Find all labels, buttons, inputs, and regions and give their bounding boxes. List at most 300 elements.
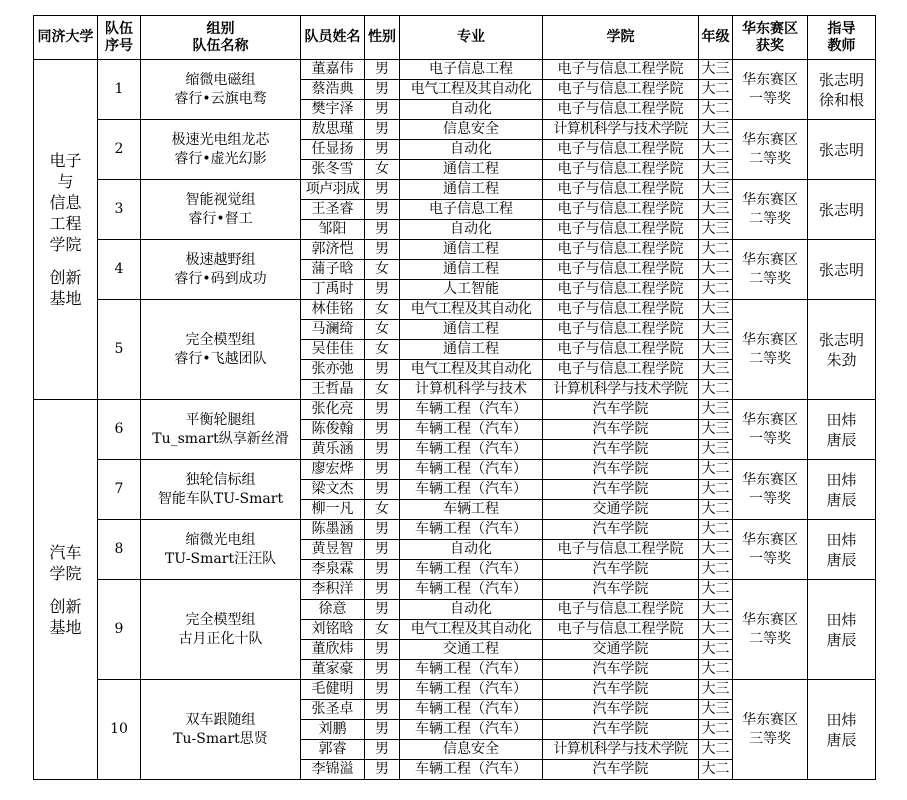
coach-name: 田炜 (826, 470, 857, 489)
college-cell: 电子与信息工程学院 (543, 360, 699, 380)
base-line: 与 (57, 172, 74, 191)
base-line: 电子 (49, 151, 82, 170)
gender-cell: 女 (365, 500, 400, 520)
coach-name: 朱劲 (826, 350, 857, 369)
team-seq-cell: 1 (98, 60, 141, 120)
team-name-cell (141, 400, 301, 460)
member-name-cell: 吴佳佳 (301, 340, 365, 360)
major-cell: 自动化 (400, 220, 543, 240)
header-gender: 性别 (365, 16, 400, 60)
table-row (34, 400, 876, 420)
grade-cell: 大三 (699, 440, 733, 460)
member-name-cell: 丁禹时 (301, 280, 365, 300)
award-line: 华东赛区 (742, 611, 798, 628)
member-name-cell: 王圣睿 (301, 200, 365, 220)
major-cell: 电气工程及其自动化 (400, 300, 543, 320)
college-cell: 汽车学院 (543, 560, 699, 580)
team-name-cell (141, 520, 301, 580)
grade-cell: 大二 (699, 480, 733, 500)
gender-cell: 男 (365, 480, 400, 500)
team-name: 睿行•码到成功 (174, 270, 267, 287)
coach-name: 张志明 (818, 70, 864, 89)
gender-cell: 男 (365, 400, 400, 420)
base-line: 汽车 (49, 542, 82, 562)
team-seq-cell: 8 (98, 520, 141, 580)
coach-cell (808, 300, 876, 400)
grade-cell: 大二 (699, 80, 733, 100)
coach-cell (808, 180, 876, 240)
grade-cell: 大二 (699, 460, 733, 480)
member-name-cell: 廖宏烨 (301, 460, 365, 480)
header-team-seq: 队伍 序号 (98, 16, 141, 60)
college-cell: 汽车学院 (543, 460, 699, 480)
base-line: 信息 (49, 193, 82, 212)
major-cell: 车辆工程（汽车） (400, 760, 543, 780)
major-cell: 车辆工程（汽车） (400, 420, 543, 440)
grade-cell: 大二 (699, 620, 733, 640)
header-award: 华东赛区 获奖 (733, 16, 808, 60)
award-cell (733, 400, 808, 460)
grade-cell: 大三 (699, 400, 733, 420)
team-group: 缩微光电组 (185, 531, 256, 548)
grade-cell: 大三 (699, 320, 733, 340)
grade-cell: 大三 (699, 420, 733, 440)
team-name: 智能车队TU-Smart (157, 490, 284, 507)
grade-cell: 大三 (699, 120, 733, 140)
award-line: 华东赛区 (742, 71, 798, 88)
team-name-cell (141, 120, 301, 180)
header-university: 同济大学 (34, 16, 98, 60)
member-name-cell: 刘鹏 (301, 720, 365, 740)
coach-name: 张志明 (818, 140, 864, 159)
team-name-cell (141, 60, 301, 120)
major-cell: 车辆工程（汽车） (400, 700, 543, 720)
grade-cell: 大二 (699, 760, 733, 780)
college-cell: 计算机科学与技术学院 (543, 380, 699, 400)
header-grade: 年级 (699, 16, 733, 60)
gender-cell: 女 (365, 340, 400, 360)
gender-cell: 男 (365, 100, 400, 120)
member-name-cell: 郭济恺 (301, 240, 365, 260)
coach-name: 唐辰 (826, 430, 857, 449)
coach-name: 唐辰 (826, 630, 857, 649)
member-name-cell: 项卢羽成 (301, 180, 365, 200)
table-row (34, 60, 876, 80)
team-group: 智能视觉组 (185, 191, 256, 208)
grade-cell: 大二 (699, 520, 733, 540)
member-name-cell: 李泉霖 (301, 560, 365, 580)
major-cell: 交通工程 (400, 640, 543, 660)
member-name-cell: 刘铭晗 (301, 620, 365, 640)
grade-cell: 大二 (699, 720, 733, 740)
college-cell: 汽车学院 (543, 680, 699, 700)
award-cell (733, 460, 808, 520)
award-table (33, 15, 876, 780)
team-name-cell (141, 300, 301, 400)
college-cell: 电子与信息工程学院 (543, 80, 699, 100)
table-row (34, 300, 876, 320)
gender-cell: 男 (365, 700, 400, 720)
member-name-cell: 张圣卓 (301, 700, 365, 720)
major-cell: 通信工程 (400, 320, 543, 340)
college-cell: 交通学院 (543, 500, 699, 520)
member-name-cell: 王哲晶 (301, 380, 365, 400)
gender-cell: 男 (365, 740, 400, 760)
base-line: 工程 (49, 214, 82, 233)
award-line: 二等奖 (749, 150, 791, 167)
base-cell (34, 400, 98, 780)
gender-cell: 女 (365, 320, 400, 340)
coach-cell (808, 460, 876, 520)
college-cell: 汽车学院 (543, 420, 699, 440)
major-cell: 车辆工程（汽车） (400, 580, 543, 600)
coach-name: 徐和根 (818, 90, 864, 109)
gender-cell: 男 (365, 660, 400, 680)
team-seq-cell: 4 (98, 240, 141, 300)
college-cell: 汽车学院 (543, 660, 699, 680)
award-line: 华东赛区 (742, 191, 798, 208)
grade-cell: 大二 (699, 280, 733, 300)
college-cell: 电子与信息工程学院 (543, 180, 699, 200)
team-name: 睿行•虚光幻影 (174, 150, 267, 167)
major-cell: 车辆工程 (400, 500, 543, 520)
award-line: 一等奖 (749, 550, 791, 567)
award-line: 华东赛区 (742, 531, 798, 548)
table-body (34, 60, 876, 780)
college-cell: 电子与信息工程学院 (543, 140, 699, 160)
coach-name: 田炜 (826, 610, 857, 629)
award-cell (733, 580, 808, 680)
gender-cell: 男 (365, 240, 400, 260)
major-cell: 通信工程 (400, 180, 543, 200)
member-name-cell: 董欣炜 (301, 640, 365, 660)
header-member-name: 队员姓名 (301, 16, 365, 60)
major-cell: 通信工程 (400, 240, 543, 260)
member-name-cell: 李锦溢 (301, 760, 365, 780)
grade-cell: 大二 (699, 140, 733, 160)
coach-cell (808, 520, 876, 580)
team-name: 睿行•飞越团队 (174, 350, 267, 367)
college-cell: 汽车学院 (543, 480, 699, 500)
team-name: TU-Smart汪汪队 (164, 550, 277, 567)
grade-cell: 大二 (699, 660, 733, 680)
team-seq-cell: 10 (98, 680, 141, 780)
base-line: 学院 (49, 563, 82, 583)
award-cell (733, 300, 808, 400)
gender-cell: 男 (365, 440, 400, 460)
college-cell: 汽车学院 (543, 440, 699, 460)
base-line (34, 255, 97, 267)
member-name-cell: 邹阳 (301, 220, 365, 240)
award-line: 华东赛区 (742, 131, 798, 148)
grade-cell: 大三 (699, 700, 733, 720)
member-name-cell: 董家豪 (301, 660, 365, 680)
team-name-cell (141, 240, 301, 300)
table-row (34, 180, 876, 200)
college-cell: 电子与信息工程学院 (543, 260, 699, 280)
gender-cell: 男 (365, 600, 400, 620)
base-line: 创新 (49, 268, 82, 287)
gender-cell: 男 (365, 460, 400, 480)
college-cell: 汽车学院 (543, 700, 699, 720)
member-name-cell: 樊宇泽 (301, 100, 365, 120)
team-name: 古月正化十队 (178, 630, 263, 647)
team-group: 缩微电磁组 (185, 71, 256, 88)
header-group-team-name: 组别 队伍名称 (141, 16, 301, 60)
gender-cell: 男 (365, 420, 400, 440)
coach-cell (808, 680, 876, 780)
coach-name: 唐辰 (826, 730, 857, 749)
major-cell: 通信工程 (400, 160, 543, 180)
major-cell: 车辆工程（汽车） (400, 480, 543, 500)
college-cell: 电子与信息工程学院 (543, 220, 699, 240)
member-name-cell: 董嘉伟 (301, 60, 365, 80)
table-row (34, 520, 876, 540)
grade-cell: 大二 (699, 740, 733, 760)
award-line: 一等奖 (749, 90, 791, 107)
award-cell (733, 520, 808, 580)
member-name-cell: 梁文杰 (301, 480, 365, 500)
college-cell: 电子与信息工程学院 (543, 200, 699, 220)
major-cell: 计算机科学与技术 (400, 380, 543, 400)
header-major: 专业 (400, 16, 543, 60)
member-name-cell: 蒲子晗 (301, 260, 365, 280)
team-name: 睿行•云旗电骛 (174, 90, 267, 107)
team-name-cell (141, 680, 301, 780)
college-cell: 汽车学院 (543, 760, 699, 780)
coach-name: 张志明 (818, 200, 864, 219)
gender-cell: 男 (365, 120, 400, 140)
base-line: 基地 (49, 617, 82, 637)
major-cell: 车辆工程（汽车） (400, 520, 543, 540)
coach-cell (808, 580, 876, 680)
gender-cell: 男 (365, 680, 400, 700)
member-name-cell: 陈墨涵 (301, 520, 365, 540)
team-group: 极速越野组 (185, 251, 256, 268)
coach-cell (808, 60, 876, 120)
member-name-cell: 敖思瑾 (301, 120, 365, 140)
coach-name: 田炜 (826, 530, 857, 549)
major-cell: 车辆工程（汽车） (400, 660, 543, 680)
major-cell: 车辆工程（汽车） (400, 720, 543, 740)
award-cell (733, 180, 808, 240)
member-name-cell: 毛健明 (301, 680, 365, 700)
college-cell: 汽车学院 (543, 720, 699, 740)
major-cell: 自动化 (400, 540, 543, 560)
team-group: 完全模型组 (185, 611, 256, 628)
member-name-cell: 张冬雪 (301, 160, 365, 180)
major-cell: 电气工程及其自动化 (400, 620, 543, 640)
college-cell: 电子与信息工程学院 (543, 300, 699, 320)
grade-cell: 大二 (699, 560, 733, 580)
major-cell: 电气工程及其自动化 (400, 80, 543, 100)
grade-cell: 大二 (699, 260, 733, 280)
member-name-cell: 黄乐涵 (301, 440, 365, 460)
team-group: 独轮信标组 (185, 471, 256, 488)
college-cell: 电子与信息工程学院 (543, 100, 699, 120)
award-line: 华东赛区 (742, 251, 798, 268)
base-line: 基地 (49, 289, 82, 308)
member-name-cell: 张亦弛 (301, 360, 365, 380)
team-group: 极速光电组龙芯 (171, 131, 270, 148)
gender-cell: 女 (365, 160, 400, 180)
gender-cell: 男 (365, 80, 400, 100)
award-line: 一等奖 (749, 430, 791, 447)
member-name-cell: 徐意 (301, 600, 365, 620)
major-cell: 人工智能 (400, 280, 543, 300)
gender-cell: 男 (365, 580, 400, 600)
base-line: 创新 (49, 596, 82, 616)
grade-cell: 大二 (699, 380, 733, 400)
award-cell (733, 60, 808, 120)
grade-cell: 大三 (699, 160, 733, 180)
major-cell: 通信工程 (400, 340, 543, 360)
team-name: Tu_smart纵享新丝滑 (152, 430, 289, 447)
base-line: 学院 (49, 235, 82, 254)
major-cell: 电子信息工程 (400, 60, 543, 80)
team-name: Tu-Smart思贤 (173, 730, 268, 747)
award-line: 二等奖 (749, 630, 791, 647)
team-name-cell (141, 180, 301, 240)
table-row (34, 240, 876, 260)
major-cell: 车辆工程（汽车） (400, 680, 543, 700)
team-group: 完全模型组 (185, 331, 256, 348)
member-name-cell: 任显扬 (301, 140, 365, 160)
college-cell: 电子与信息工程学院 (543, 280, 699, 300)
base-line (34, 584, 97, 596)
grade-cell: 大二 (699, 540, 733, 560)
major-cell: 车辆工程（汽车） (400, 440, 543, 460)
header-coach: 指导 教师 (808, 16, 876, 60)
team-group: 双车跟随组 (185, 711, 256, 728)
major-cell: 信息安全 (400, 740, 543, 760)
table-row (34, 680, 876, 700)
gender-cell: 男 (365, 560, 400, 580)
award-cell (733, 240, 808, 300)
award-line: 华东赛区 (742, 411, 798, 428)
grade-cell: 大三 (699, 180, 733, 200)
member-name-cell: 柳一凡 (301, 500, 365, 520)
grade-cell: 大二 (699, 580, 733, 600)
college-cell: 电子与信息工程学院 (543, 320, 699, 340)
award-cell (733, 680, 808, 780)
college-cell: 计算机科学与技术学院 (543, 120, 699, 140)
coach-name: 张志明 (818, 260, 864, 279)
gender-cell: 男 (365, 140, 400, 160)
college-cell: 电子与信息工程学院 (543, 60, 699, 80)
coach-cell (808, 400, 876, 460)
college-cell: 电子与信息工程学院 (543, 340, 699, 360)
gender-cell: 男 (365, 220, 400, 240)
team-seq-cell: 9 (98, 580, 141, 680)
college-cell: 汽车学院 (543, 520, 699, 540)
base-cell (34, 60, 98, 400)
college-cell: 电子与信息工程学院 (543, 540, 699, 560)
gender-cell: 女 (365, 260, 400, 280)
grade-cell: 大三 (699, 60, 733, 80)
award-cell (733, 120, 808, 180)
college-cell: 电子与信息工程学院 (543, 620, 699, 640)
member-name-cell: 林佳铭 (301, 300, 365, 320)
grade-cell: 大三 (699, 680, 733, 700)
gender-cell: 男 (365, 200, 400, 220)
table-row (34, 580, 876, 600)
gender-cell: 男 (365, 60, 400, 80)
grade-cell: 大二 (699, 640, 733, 660)
award-line: 华东赛区 (742, 331, 798, 348)
award-line: 二等奖 (749, 270, 791, 287)
team-name: 睿行•督工 (188, 210, 253, 227)
major-cell: 通信工程 (400, 260, 543, 280)
coach-name: 田炜 (826, 710, 857, 729)
team-seq-cell: 3 (98, 180, 141, 240)
team-seq-cell: 6 (98, 400, 141, 460)
major-cell: 车辆工程（汽车） (400, 560, 543, 580)
gender-cell: 男 (365, 640, 400, 660)
team-group: 平衡轮腿组 (185, 411, 256, 428)
gender-cell: 男 (365, 540, 400, 560)
grade-cell: 大三 (699, 200, 733, 220)
grade-cell: 大三 (699, 220, 733, 240)
award-line: 三等奖 (749, 730, 791, 747)
gender-cell: 男 (365, 180, 400, 200)
award-line: 华东赛区 (742, 711, 798, 728)
member-name-cell: 蔡浩典 (301, 80, 365, 100)
major-cell: 电子信息工程 (400, 200, 543, 220)
coach-name: 田炜 (826, 410, 857, 429)
major-cell: 自动化 (400, 100, 543, 120)
gender-cell: 男 (365, 720, 400, 740)
member-name-cell: 陈俊翰 (301, 420, 365, 440)
major-cell: 信息安全 (400, 120, 543, 140)
team-seq-cell: 7 (98, 460, 141, 520)
member-name-cell: 马澜绮 (301, 320, 365, 340)
grade-cell: 大二 (699, 600, 733, 620)
coach-name: 唐辰 (826, 550, 857, 569)
header-college: 学院 (543, 16, 699, 60)
gender-cell: 女 (365, 620, 400, 640)
table-row (34, 120, 876, 140)
award-line: 二等奖 (749, 350, 791, 367)
major-cell: 自动化 (400, 140, 543, 160)
grade-cell: 大二 (699, 100, 733, 120)
major-cell: 自动化 (400, 600, 543, 620)
gender-cell: 女 (365, 380, 400, 400)
team-seq-cell: 5 (98, 300, 141, 400)
table-header-row (34, 16, 876, 60)
member-name-cell: 张化亮 (301, 400, 365, 420)
coach-cell (808, 240, 876, 300)
gender-cell: 男 (365, 760, 400, 780)
team-name-cell (141, 580, 301, 680)
grade-cell: 大三 (699, 300, 733, 320)
member-name-cell: 李积洋 (301, 580, 365, 600)
grade-cell: 大三 (699, 360, 733, 380)
grade-cell: 大三 (699, 340, 733, 360)
college-cell: 汽车学院 (543, 580, 699, 600)
college-cell: 电子与信息工程学院 (543, 600, 699, 620)
college-cell: 电子与信息工程学院 (543, 160, 699, 180)
grade-cell: 大二 (699, 500, 733, 520)
major-cell: 车辆工程（汽车） (400, 400, 543, 420)
award-line: 华东赛区 (742, 471, 798, 488)
major-cell: 电气工程及其自动化 (400, 360, 543, 380)
gender-cell: 男 (365, 280, 400, 300)
award-line: 一等奖 (749, 490, 791, 507)
college-cell: 计算机科学与技术学院 (543, 740, 699, 760)
member-name-cell: 黄昱智 (301, 540, 365, 560)
table-row (34, 460, 876, 480)
